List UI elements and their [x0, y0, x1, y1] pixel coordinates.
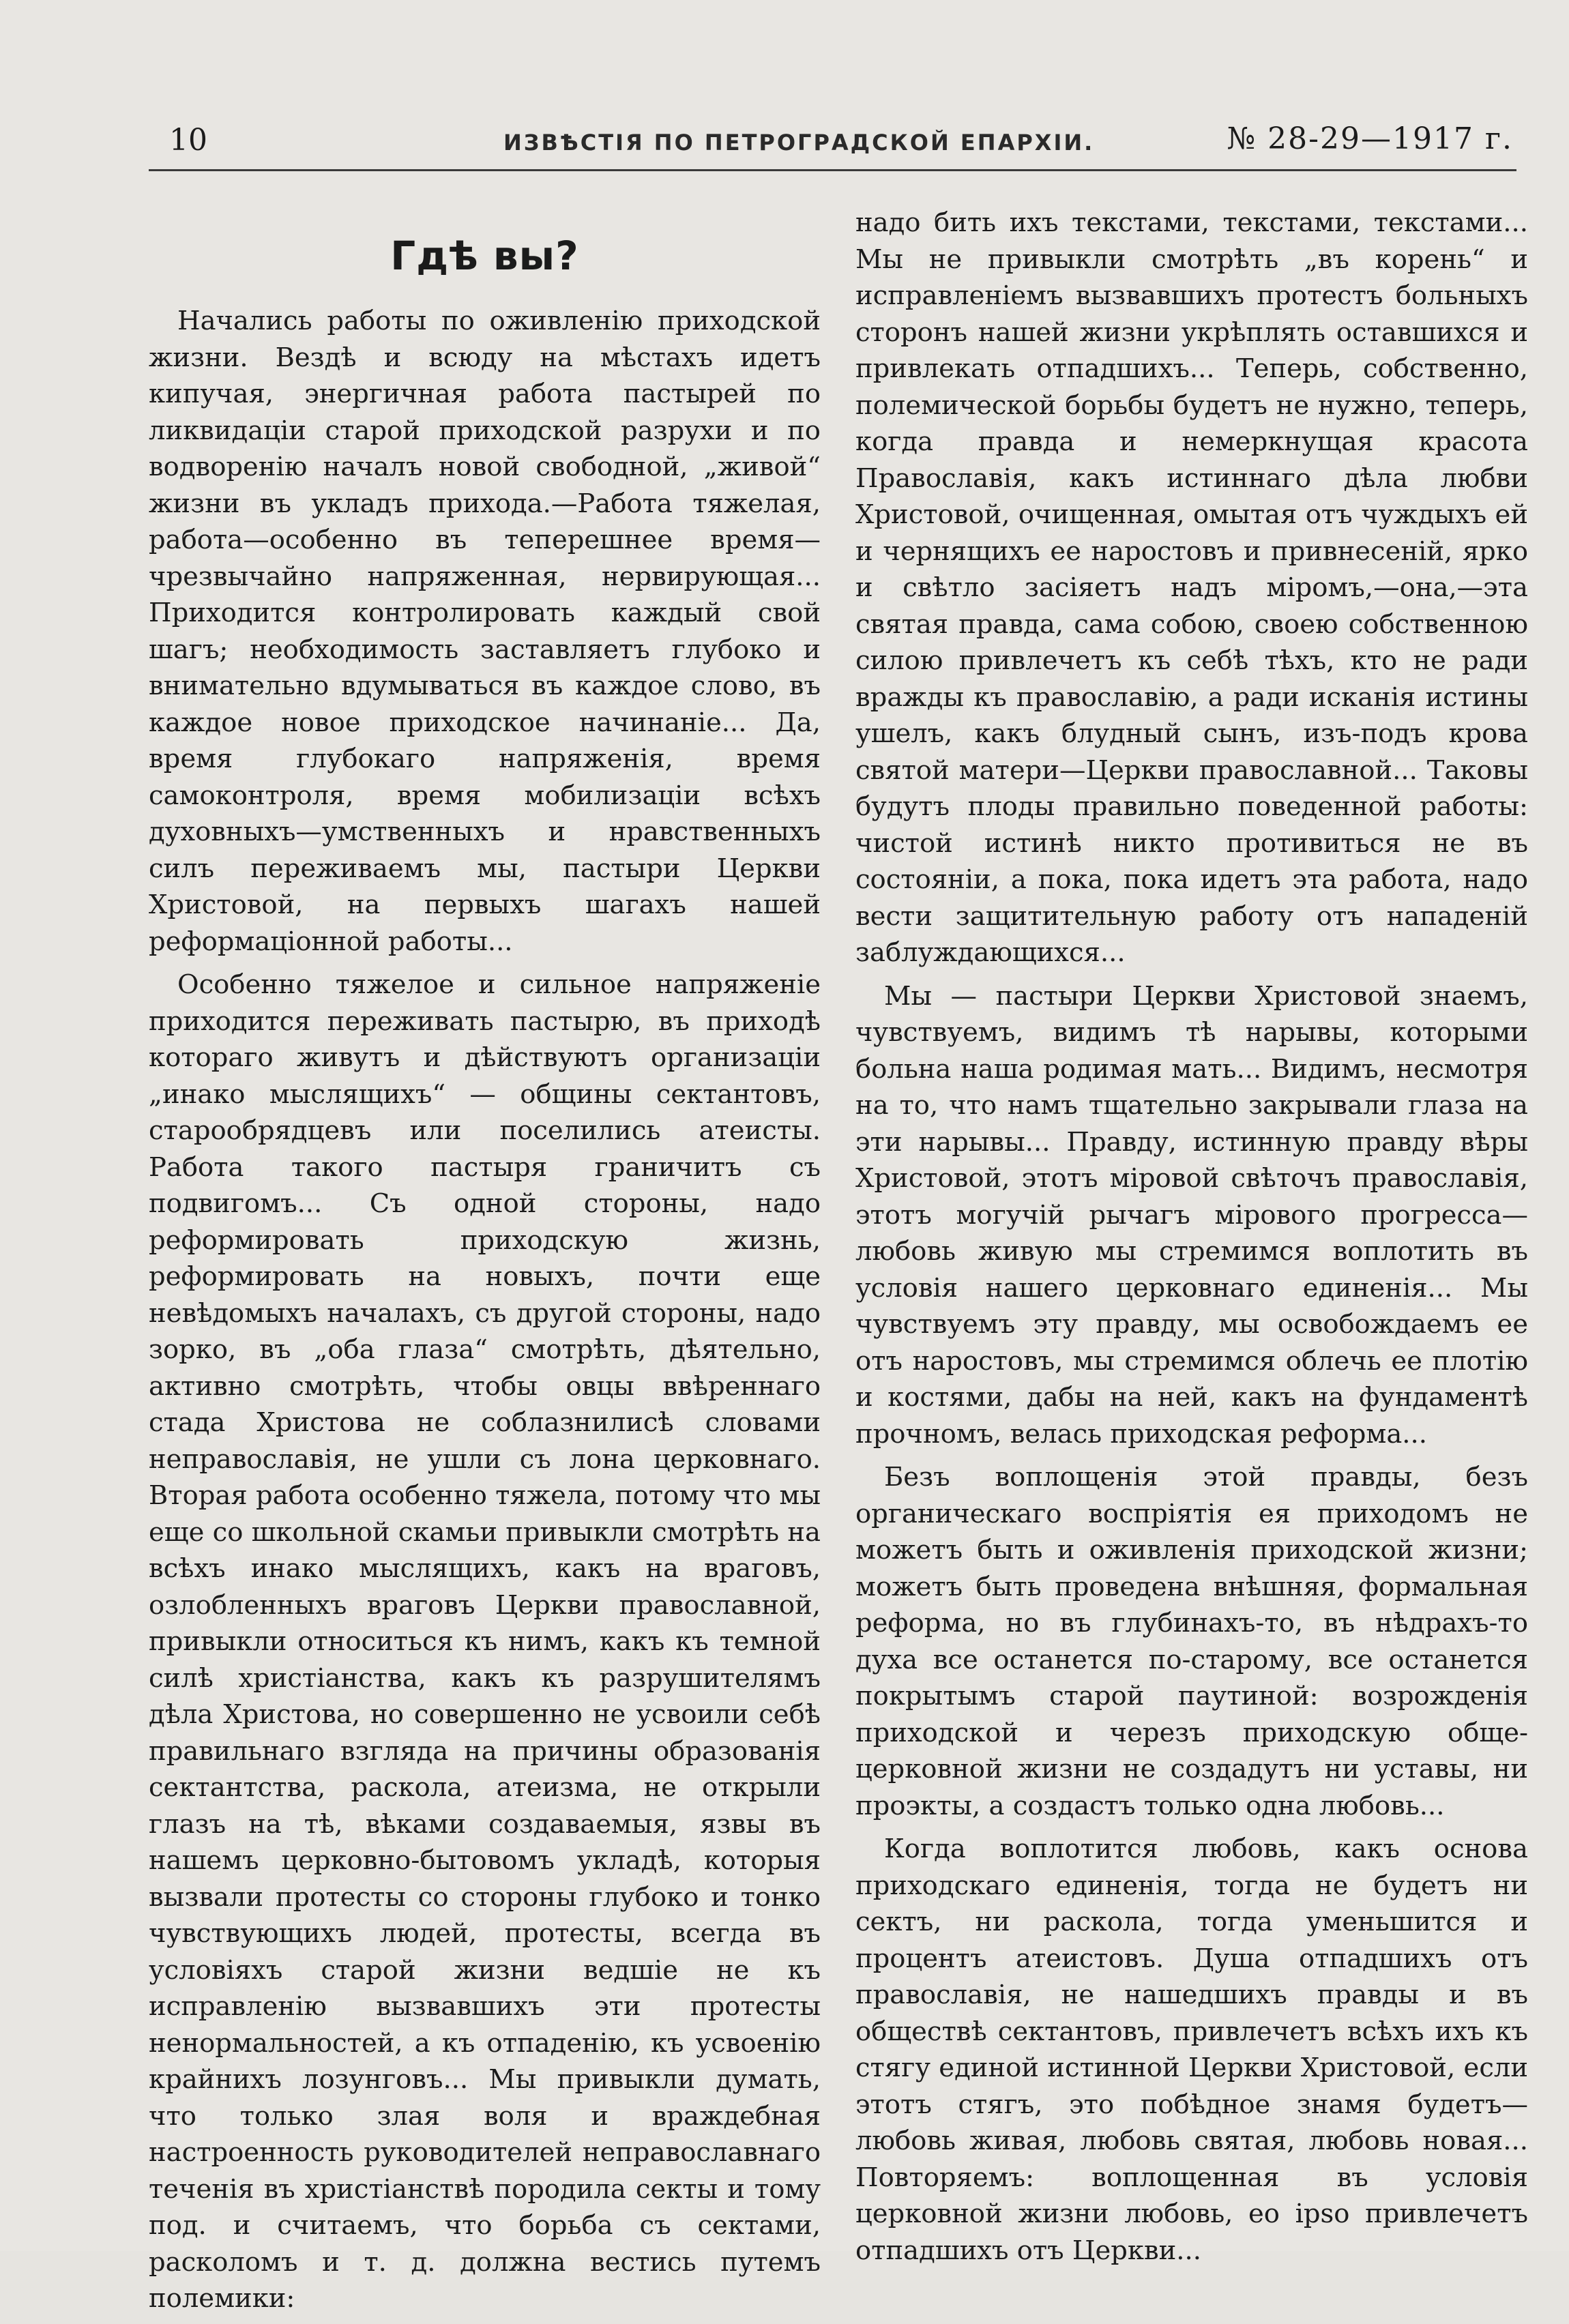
journal-title: ИЗВѢСТІЯ ПО ПЕТРОГРАДСКОЙ ЕПАРХІИ. [503, 130, 1095, 156]
page-number: 10 [169, 123, 207, 158]
paragraph: Безъ воплощенія этой правды, безъ органическаго воспріятія ея приходомъ не можетъ быть и оживленія приходской жизни; можетъ быть проведена внѣшняя, формальная реформа, но въ глубинахъ-то, въ нѣдрахъ-то духа все останется по-старому, все останется покрытымъ старой паутиной: возрожденія приходской и черезъ приходскую обще-церковной жизни не создадутъ ни уставы, ни проэкты, а создастъ только одна любовь... [855, 1462, 1528, 1821]
paragraph: надо бить ихъ текстами, текстами, текстами... Мы не привыкли смотрѣть „въ корень“ и исправленіемъ вызвавшихъ протестъ больныхъ сторонъ нашей жизни укрѣплять оставшихся и привлекать отпадшихъ... Теперь, собственно, полемической борьбы будетъ не нужно, теперь, когда правда и немеркнущая красота Православія, какъ истиннаго дѣла любви Христовой, очищенная, омытая отъ чуждыхъ ей и чернящихъ ее наростовъ и привнесеній, ярко и свѣтло засіяетъ надъ міромъ,—она,—эта святая правда, сама собою, своею собственною силою привлечетъ къ себѣ тѣхъ, кто не ради вражды къ православію, а ради исканія истины ушелъ, какъ блудный сынъ, изъ-подъ крова святой матери—Церкви православной... Таковы будутъ плоды правильно поведенной работы: чистой истинѣ никто противиться не въ состояніи, а пока, пока идетъ эта работа, надо вести защитительную работу отъ нападеній заблуждающихся... [855, 207, 1528, 968]
paragraph: Особенно тяжелое и сильное напряженіе приходится переживать пастырю, въ приходѣ котораго живутъ и дѣйствуютъ организаціи „инако мыслящихъ“ — общины сектантовъ, старообрядцевъ или поселились атеисты. Работа такого пастыря граничитъ съ подвигомъ... Съ одной стороны, надо реформировать приходскую жизнь, реформировать на новыхъ, почти еще невѣдомыхъ началахъ, съ другой стороны, надо зорко, въ „оба глаза“ смотрѣть, дѣятельно, активно смотрѣть, чтобы овцы ввѣреннаго стада Христова не соблазнилисѣ словами неправославія, не ушли съ лона церковнаго. Вторая работа особенно тяжела, потому что мы еще со школьной скамьи привыкли смотрѣть на всѣхъ инако мыслящихъ, какъ на враговъ, озлобленныхъ враговъ Церкви православной, привыкли относиться къ нимъ, какъ къ темной силѣ христіанства, какъ къ разрушителямъ дѣла Христова, но совершенно не усвоили себѣ правильнаго взгляда на причины образованія сектантства, раскола, атеизма, не открыли глазъ на тѣ, вѣками создаваемыя, язвы въ нашемъ церковно-бытовомъ укладѣ, которыя вызвали протесты со стороны глубоко и тонко чувствующихъ людей, протесты, всегда въ условіяхъ старой жизни ведшіе не къ исправленію вызвавшихъ эти протесты ненормальностей, а къ отпаденію, къ усвоенію крайнихъ лозунговъ... Мы привыкли думать, что только злая воля и враждебная настроенность руководителей неправославнаго теченія въ христіанствѣ породила секты и тому под. и считаемъ, что борьба съ сектами, расколомъ и т. д. должна вестись путемъ полемики: [149, 969, 821, 2314]
header-rule [149, 169, 1516, 171]
paragraph: Начались работы по оживленію приходской жизни. Вездѣ и всюду на мѣстахъ идетъ кипучая, энергичная работа пастырей по ликвидаціи старой приходской разрухи и по водворенію началъ новой свободной, „живой“ жизни въ укладъ прихода.—Работа тяжелая, работа—особенно въ теперешнее время—чрезвычайно напряженная, нервирующая... Приходится контролировать каждый свой шагъ; необходимость заставляетъ глубоко и внимательно вдумываться въ каждое слово, въ каждое новое приходское начинаніе... Да, время глубокаго напряженія, время самоконтроля, время мобилизаціи всѣхъ духовныхъ—умственныхъ и нравственныхъ силъ переживаемъ мы, пастыри Церкви Христовой, на первыхъ шагахъ нашей реформаціонной работы... [149, 306, 821, 957]
article-title: Гдѣ вы? [390, 233, 579, 279]
paragraph: Когда воплотится любовь, какъ основа приходскаго единенія, тогда не будетъ ни сектъ, ни раскола, тогда уменьшится и процентъ атеистовъ. Душа отпадшихъ отъ православія, не нашедшихъ правды и въ обществѣ сектантовъ, привлечетъ всѣхъ ихъ къ стягу единой истинной Церкви Христовой, если этотъ стягъ, это побѣдное знамя будетъ—любовь живая, любовь святая, любовь новая... Повторяемъ: воплощенная въ условія церковной жизни любовь, eo ipso привлечетъ отпадшихъ отъ Церкви... [855, 1834, 1528, 2266]
paragraph: Мы — пастыри Церкви Христовой знаемъ, чувствуемъ, видимъ тѣ нарывы, которыми больна наша родимая мать... Видимъ, несмотря на то, что намъ тщательно закрывали глаза на эти нарывы... Правду, истинную правду вѣры Христовой, этотъ міровой свѣточъ православія, этотъ могучій рычагъ мірового прогресса—любовь живую мы стремимся воплотить въ условія нашего церковнаго единенія... Мы чувствуемъ эту правду, мы освобождаемъ ее отъ наростовъ, мы стремимся облечь ее плотію и костями, дабы на ней, какъ на фундаментѣ прочномъ, велась приходская реформа... [855, 980, 1528, 1450]
page-header [149, 115, 1513, 162]
right-column [855, 205, 1528, 2276]
left-column [149, 205, 821, 2324]
issue-number: № 28-29—1917 г. [1227, 121, 1513, 156]
